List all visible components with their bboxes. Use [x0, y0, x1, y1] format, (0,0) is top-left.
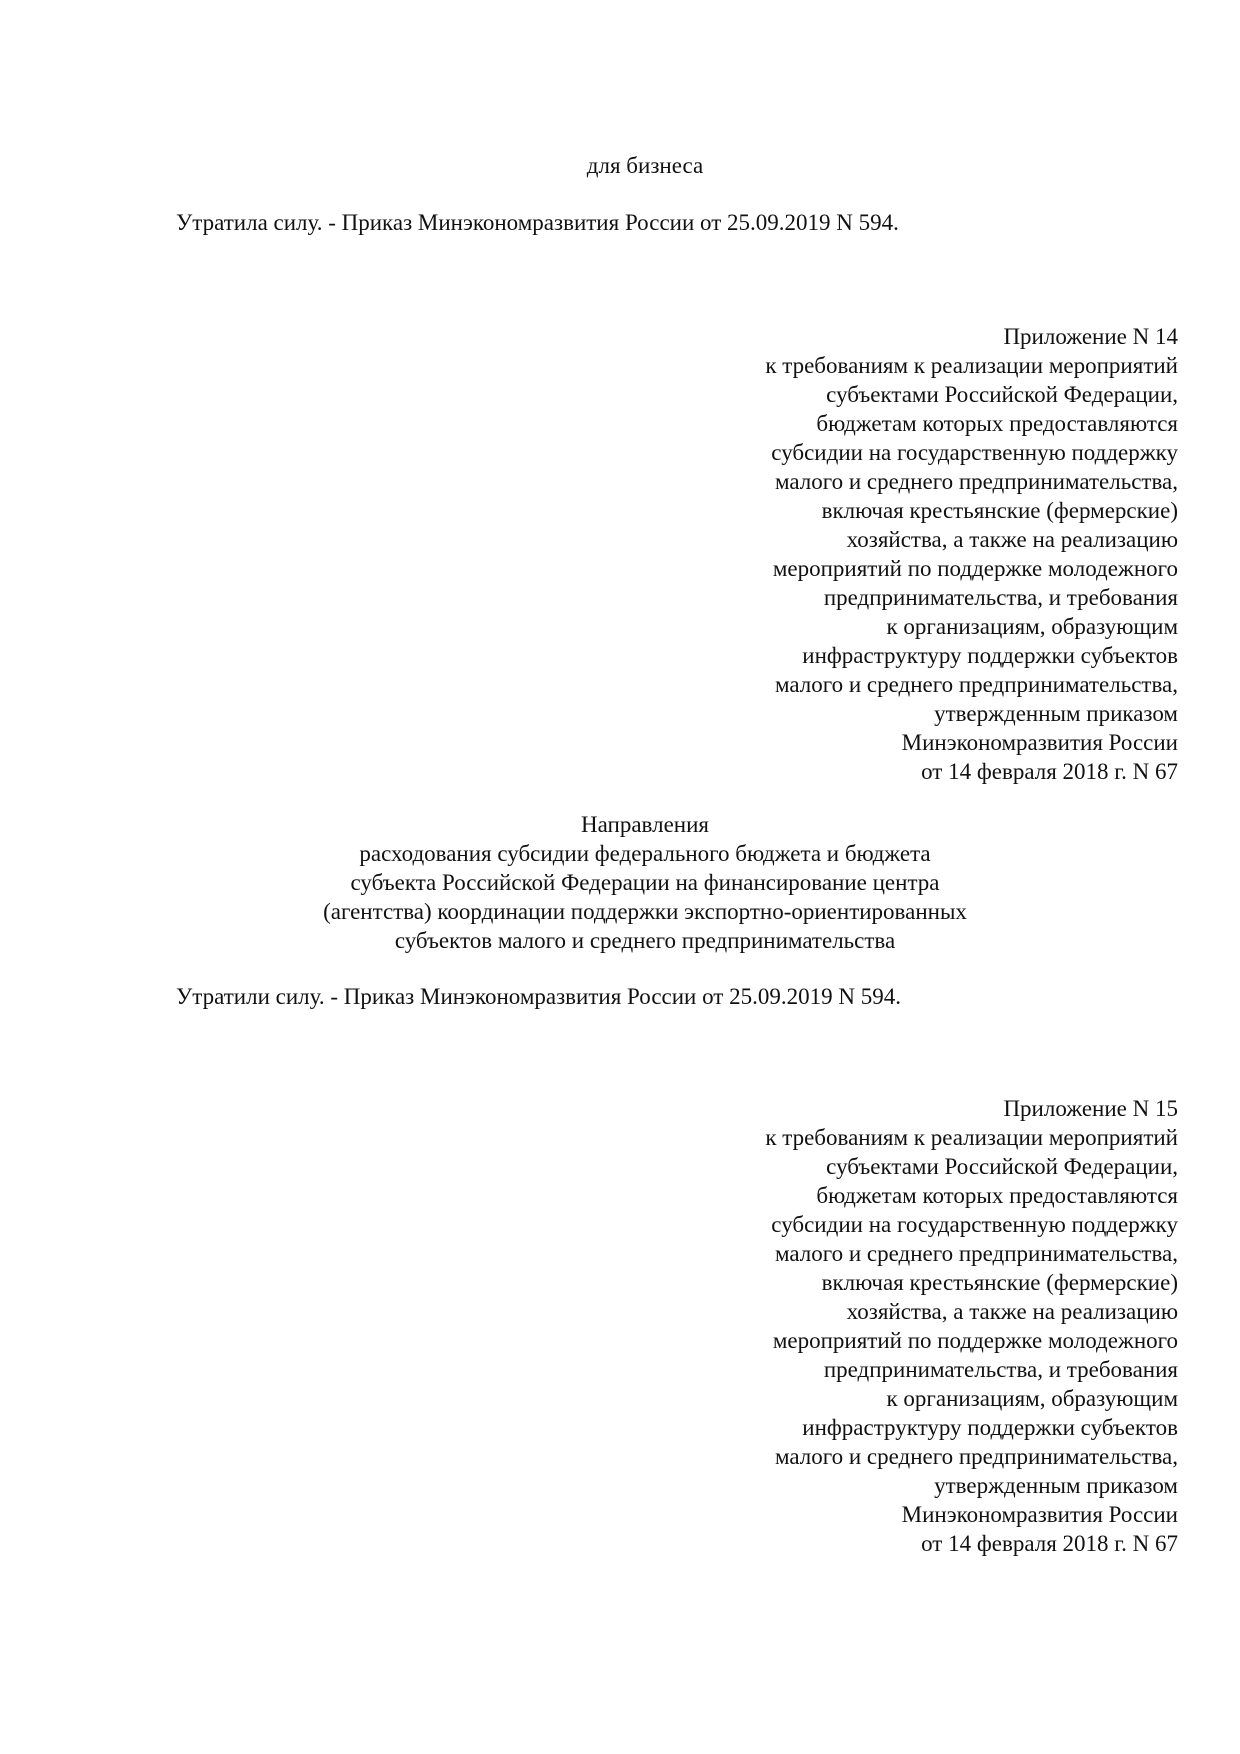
- annex-14-line: к требованиям к реализации мероприятий: [765, 353, 1178, 378]
- annex-15-line: утвержденным приказом: [934, 1473, 1178, 1498]
- section-heading-line: субъекта Российской Федерации на финансирование центра: [350, 870, 940, 895]
- section-heading-line: субъектов малого и среднего предпринимательства: [394, 928, 896, 953]
- annex-14-line: предпринимательства, и требования: [823, 585, 1178, 610]
- annex-14-line: к организациям, образующим: [886, 614, 1178, 639]
- annex-15-line: Минэкономразвития России: [901, 1502, 1178, 1527]
- annex-14-line: Минэкономразвития России: [901, 730, 1178, 755]
- repeal-note-2: Утратили силу. - Приказ Минэкономразвития России от 25.09.2019 N 594.: [176, 984, 901, 1009]
- top-fragment: для бизнеса: [586, 153, 704, 178]
- annex-14-line: хозяйства, а также на реализацию: [846, 527, 1178, 552]
- annex-15-line: к требованиям к реализации мероприятий: [765, 1125, 1178, 1150]
- annex-15-line: малого и среднего предпринимательства,: [774, 1444, 1178, 1469]
- annex-14-header: [765, 322, 1178, 786]
- annex-14-line: бюджетам которых предоставляются: [816, 411, 1178, 436]
- annex-15-line: предпринимательства, и требования: [823, 1357, 1178, 1382]
- annex-15-line: мероприятий по поддержке молодежного: [772, 1328, 1178, 1353]
- annex-15-line: включая крестьянские (фермерские): [821, 1270, 1178, 1295]
- annex-15-line: бюджетам которых предоставляются: [816, 1183, 1178, 1208]
- annex-14-line: малого и среднего предпринимательства,: [774, 469, 1178, 494]
- annex-15-line: к организациям, образующим: [886, 1386, 1178, 1411]
- annex-14-line: утвержденным приказом: [934, 701, 1178, 726]
- annex-14-line: включая крестьянские (фермерские): [821, 498, 1178, 523]
- annex-14-line: от 14 февраля 2018 г. N 67: [921, 759, 1178, 784]
- annex-15-line: хозяйства, а также на реализацию: [846, 1299, 1178, 1324]
- annex-14-line: субъектами Российской Федерации,: [826, 382, 1178, 407]
- annex-14-line: инфраструктуру поддержки субъектов: [802, 643, 1178, 668]
- annex-14-title: Приложение N 14: [1003, 324, 1178, 349]
- section-heading-title: Направления: [581, 812, 709, 837]
- repeal-note-1: Утратила силу. - Приказ Минэкономразвития России от 25.09.2019 N 594.: [176, 210, 899, 235]
- annex-15-line: субсидии на государственную поддержку: [771, 1212, 1178, 1237]
- annex-15-header: [765, 1094, 1178, 1558]
- annex-14-line: малого и среднего предпринимательства,: [774, 672, 1178, 697]
- section-heading-line: расходования субсидии федерального бюджета и бюджета: [359, 841, 931, 866]
- annex-15-line: субъектами Российской Федерации,: [826, 1154, 1178, 1179]
- annex-15-line: инфраструктуру поддержки субъектов: [802, 1415, 1178, 1440]
- annex-14-line: мероприятий по поддержке молодежного: [772, 556, 1178, 581]
- section-heading: [0, 810, 1240, 955]
- annex-15-title: Приложение N 15: [1003, 1096, 1178, 1121]
- annex-15-line: малого и среднего предпринимательства,: [774, 1241, 1178, 1266]
- annex-14-line: субсидии на государственную поддержку: [771, 440, 1178, 465]
- section-heading-line: (агентства) координации поддержки экспортно-ориентированных: [323, 899, 967, 924]
- annex-15-line: от 14 февраля 2018 г. N 67: [921, 1531, 1178, 1556]
